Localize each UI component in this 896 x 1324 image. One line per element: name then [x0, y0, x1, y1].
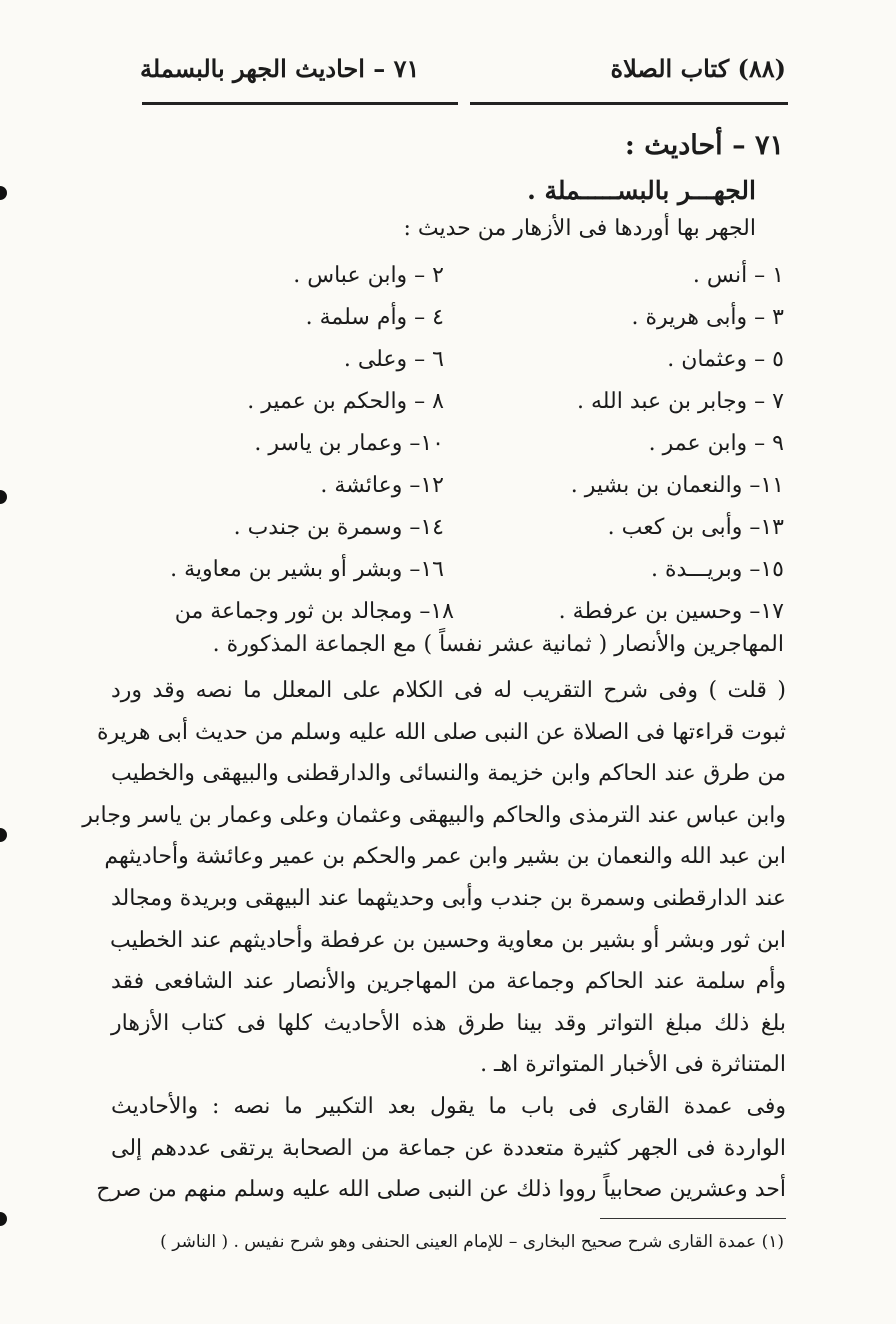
text-line: عند الدارقطنى وسمرة بن جندب وأبى وحديثهما عند البيهقى وبريدة ومجالد: [111, 885, 786, 911]
footnote-rule: [600, 1218, 786, 1219]
list-item: ١٣– وأبى بن كعب .: [607, 515, 784, 540]
text-line: المتناثرة فى الأخبار المتواترة اهـ .: [480, 1052, 786, 1078]
header-subtitle: ٧١ – احاديث الجهر بالبسملة: [140, 54, 420, 83]
list-item: ١١– والنعمان بن بشير .: [570, 473, 784, 498]
list-item: ١٥– وبريـــدة .: [650, 557, 784, 582]
list-item: ٦ – وعلى .: [343, 347, 444, 372]
header-rule-left: [142, 102, 458, 105]
intro-line: الجهر بها أوردها فى الأزهار من حديث :: [403, 216, 756, 241]
umdat-paragraph: [96, 1086, 786, 1211]
list-item: ٣ – وأبى هريرة .: [631, 305, 784, 330]
list-item: ٧ – وجابر بن عبد الله .: [576, 389, 784, 414]
list-continuation: المهاجرين والأنصار ( ثمانية عشر نفساً ) مع الجماعة المذكورة .: [212, 632, 784, 657]
list-item: ١٧– وحسين بن عرفطة .: [558, 599, 784, 624]
header-title: (٨٨) كتاب الصلاة: [610, 54, 786, 83]
list-item: ٩ – وابن عمر .: [648, 431, 784, 456]
text-line: الواردة فى الجهر كثيرة متعددة عن جماعة من الصحابة يرتقى عددهم إلى: [111, 1135, 786, 1161]
text-line: وأم سلمة عند الحاكم وجماعة من المهاجرين والأنصار عند الشافعى فقد: [111, 969, 786, 995]
list-item: ١٤– وسمرة بن جندب .: [233, 515, 444, 540]
section-heading: ٧١ – أحاديث :: [624, 130, 784, 161]
text-line: من طرق عند الحاكم وابن خزيمة والنسائى والدارقطنى والبيهقى والخطيب: [111, 761, 786, 787]
text-line: أحد وعشرين صحابياً رووا ذلك عن النبى صلى الله عليه وسلم منهم من صرح: [96, 1177, 786, 1203]
text-line: ( قلت ) وفى شرح التقريب له فى الكلام على المعلل ما نصه وقد ورد: [111, 678, 786, 703]
text-line: ابن ثور وبشر أو بشير بن معاوية وحسين بن عرفطة وأحاديثهم عند الخطيب: [109, 927, 786, 953]
text-line: ثبوت قراءتها فى الصلاة عن النبى صلى الله عليه وسلم من حديث أبى هريرة: [96, 719, 786, 745]
list-item: ١ – أنس .: [692, 263, 784, 288]
section-subheading: الجهـــر بالبســـــملة .: [527, 176, 756, 205]
list-item: ٢ – وابن عباس .: [293, 263, 444, 288]
header-rule-right: [470, 102, 788, 105]
list-item: ١٠– وعمار بن ياسر .: [254, 431, 444, 456]
text-line: وفى عمدة القارى فى باب ما يقول بعد التكبير ما نصه : والأحاديث: [111, 1094, 786, 1119]
running-header: [140, 54, 786, 94]
list-item: ٨ – والحكم بن عمير .: [247, 389, 444, 414]
footnote: (١) عمدة القارى شرح صحيح البخارى – للإمام العينى الحنفى وهو شرح نفيس . ( الناشر ): [160, 1232, 784, 1252]
text-line: بلغ ذلك مبلغ التواتر وقد بينا طرق هذه الأحاديث كلها فى كتاب الأزهار: [111, 1010, 786, 1036]
commentary-paragraph: [82, 670, 786, 1086]
list-item: ١٦– وبشر أو بشير بن معاوية .: [170, 557, 444, 582]
list-item: ٤ – وأم سلمة .: [305, 305, 444, 330]
list-item: ١٨– ومجالد بن ثور وجماعة من: [174, 599, 454, 624]
list-item: ١٢– وعائشة .: [320, 473, 444, 498]
text-line: وابن عباس عند الترمذى والحاكم والبيهقى وعثمان وعلى وعمار بن ياسر وجابر: [82, 802, 786, 828]
list-item: ٥ – وعثمان .: [667, 347, 784, 372]
text-line: ابن عبد الله والنعمان بن بشير وابن عمر والحكم بن عمير وعائشة وأحاديثهم: [104, 844, 786, 870]
